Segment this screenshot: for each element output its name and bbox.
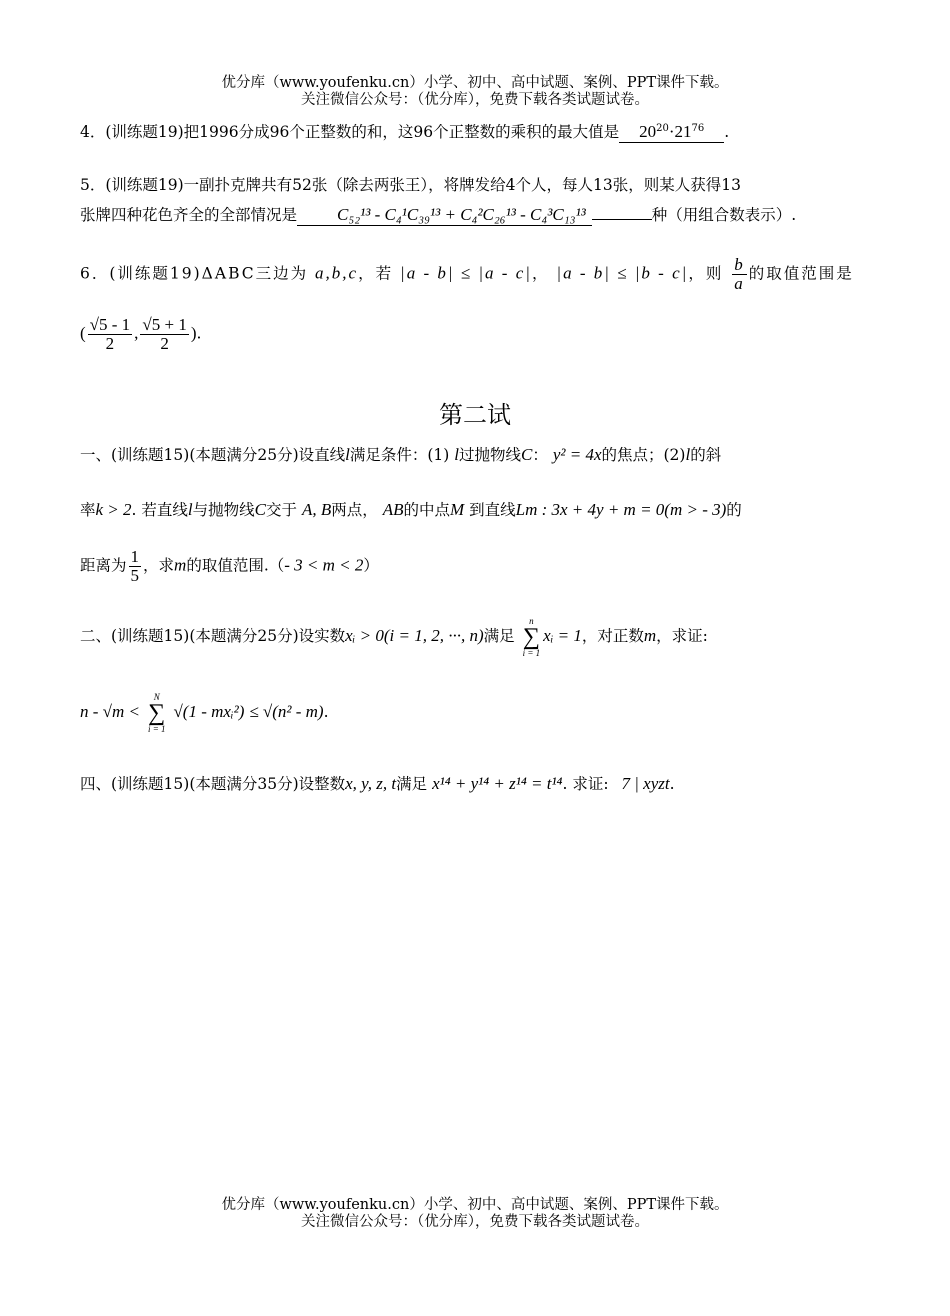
sum-symbol-2: N ∑ i = 1 (147, 692, 166, 734)
page-header (0, 75, 950, 109)
section-title: 第二试 (439, 401, 511, 429)
question-4: 4．(训练题19)把1996分成96个正整数的和，这96个正整数的乘积的最大值是 $20^{20}\cdot 21^{76}$ . (80, 122, 730, 141)
problem-2-inequality: n - √m < N ∑ i = 1 √(1 - mxᵢ²) ≤ √(n² - m). (80, 692, 329, 734)
question-5-line-2: 张牌四种花色齐全的全部情况是 C₅₂¹³ - C₄¹C₃₉¹³ + C₄²C₂₆¹³ - C₄³C₁₃¹³ 种（用组合数表示）. (80, 205, 797, 224)
problem-4: 四、(训练题15)(本题满分35分)设整数x, y, z, t满足 x¹⁴ + y¹⁴ + z¹⁴ = t¹⁴. 求证: 7 | xyzt. (80, 774, 675, 793)
question-6-answer: ( $\frac{√5 - 1}{2}$ , $\frac{√5 + 1}{2}$ ). (80, 315, 202, 353)
problem-1-line-3: 距离为 $\frac{1}{5}$ ，求m的取值范围.（- 3 < m < 2） (80, 547, 379, 585)
header-line-2: 关注微信公众号：（优分库），免费下载各类试题试卷。 (301, 92, 649, 108)
page-footer (0, 1197, 950, 1231)
problem-2-line-1: 二、(训练题15)(本题满分25分)设实数xᵢ > 0(i = 1, 2, ···, n)满足 n ∑ i = 1 xᵢ = 1，对正数m，求证: (80, 616, 708, 658)
header-line-1: 优分库（www.youfenku.cn）小学、初中、高中试题、案例、PPT课件下载。 (221, 75, 729, 91)
q4-answer: $20^{20}\cdot 21^{76}$ (619, 122, 724, 143)
footer-line-1: 优分库（www.youfenku.cn）小学、初中、高中试题、案例、PPT课件下载。 (221, 1197, 729, 1213)
question-6-line-1: 6．(训练题19)ΔABC三边为 a,b,c，若 |a - b| ≤ |a - c|， |a - b| ≤ |b - c|，则 $\frac{b}{a}$ 的取值范围是 (80, 255, 854, 293)
q6-fraction: $\frac{b}{a}$ (734, 255, 745, 293)
q5-answer: C₅₂¹³ - C₄¹C₃₉¹³ + C₄²C₂₆¹³ - C₄³C₁₃¹³ (297, 205, 592, 226)
problem-1-line-1: 一、(训练题15)(本题满分25分)设直线l满足条件：(1) l过抛物线C： y² = 4x的焦点；(2)l的斜 (80, 445, 722, 464)
question-5-line-1: 5．(训练题19)一副扑克牌共有52张（除去两张王），将牌发给4个人，每人13张，则某人获得13 (80, 176, 741, 194)
sum-symbol: n ∑ i = 1 (522, 616, 541, 658)
footer-line-2: 关注微信公众号：（优分库），免费下载各类试题试卷。 (301, 1214, 649, 1230)
problem-1-line-2: 率k > 2. 若直线l与抛物线C交于 A, B两点， AB的中点M 到直线Lm : 3x + 4y + m = 0(m > - 3)的 (80, 500, 742, 519)
